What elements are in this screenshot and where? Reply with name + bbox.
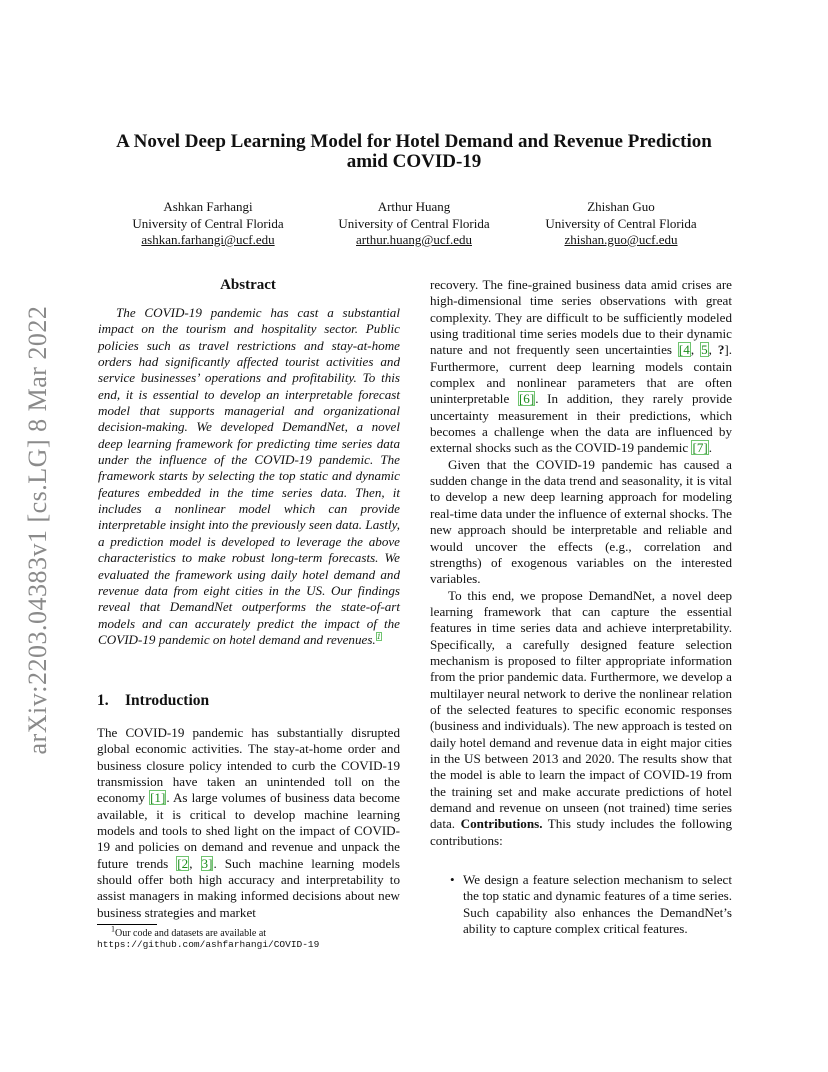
citation-unresolved: ? — [717, 342, 725, 358]
citation-link[interactable]: [1] — [150, 790, 166, 806]
author-email[interactable]: zhishan.guo@ucf.edu — [564, 232, 678, 247]
paper-title — [90, 132, 738, 172]
citation-link[interactable]: [6] — [518, 391, 535, 407]
introduction-paragraph: The COVID-19 pandemic has substantially disrupted global economic activities. The stay-at-home order and business closure policy intended to curb the COVID-19 transmission have taken an unintended toll on the economy [1]. As large volumes of business data become available, it is critical to develop machine learning models and tools to shed light on the impact of COVID-19 and policies on demand and revenue and unpack the future trends [2, 3]. Such machine learning models should offer both high accuracy and interpretability to assist managers in making informed decisions about new business strategies and market — [97, 725, 401, 920]
author-block-2 — [304, 199, 524, 249]
citation-link[interactable]: [2 — [177, 855, 189, 871]
intro-text: The COVID-19 pandemic has substantially disrupted global economic activities. The stay-at-home order and business closure policy intended to curb the COVID-19 transmission have taken an unintended toll on the economy — [97, 725, 400, 806]
footnote-text: Our code and datasets are available at — [115, 928, 267, 939]
right-column — [430, 277, 732, 849]
intro-text: . Such machine learning models should offer both high accuracy and interpretability to assist managers in making informed decisions about new business strategies and market — [97, 855, 401, 920]
arxiv-identifier-sidebar — [18, 290, 58, 770]
abstract-body: The COVID-19 pandemic has cast a substantial impact on the tourism and hospitality sector. Public policies such as travel restrictions and stay-at-home orders had significantly affected tourist activities and service businesses’ operations and profitability. To this end, it is essential to develop an interpretable forecast model that supports managerial and organizational decision-making. We developed DemandNet, a novel deep learning framework for predicting time series data under the influence of the COVID-19 pandemic. The framework starts by selecting the top static and dynamic features embedded in the time series data. Then, it includes a nonlinear model which can provide interpretable insight into the previously seen data. Lastly, a prediction model is developed to leverage the above characteristics to make robust long-term forecasts. We evaluated the framework using daily hotel demand and revenue data from eight cities in the US. Our findings reveal that DemandNet outperforms the state-of-art models and can accurately predict the impact of the COVID-19 pandemic on hotel demand and revenues. — [98, 305, 400, 647]
paper-title-line2: amid COVID-19 — [346, 151, 482, 172]
abstract-text — [98, 305, 400, 648]
list-item — [450, 872, 732, 937]
list-item-text: We design a feature selection mechanism to select the top static and dynamic features of a time series. Such capability also enhances the DemandNet’s ability to capture complex critical features. — [463, 872, 732, 937]
author-name: Zhishan Guo — [587, 199, 655, 214]
bullet-icon: • — [450, 872, 455, 887]
paragraph-text: . Furthermore, current deep learning models contain complex and nonlinear parameters that are often uninterpretable — [430, 342, 733, 407]
contributions-label: Contributions. — [460, 816, 543, 832]
abstract-heading: Abstract — [220, 277, 276, 293]
author-affiliation: University of Central Florida — [132, 215, 284, 231]
citation-link[interactable]: 5 — [701, 342, 708, 358]
author-block-1 — [98, 199, 318, 249]
paragraph-text: recovery. The fine-grained business data amid crises are high-dimensional time series observations with great complexity. They are difficult to be sufficiently modeled using traditional time series models due to their dynamic nature and not frequently seen uncertainties — [430, 277, 732, 358]
section-number: 1. — [97, 692, 109, 709]
author-name: Arthur Huang — [377, 199, 451, 214]
footnote-rule — [97, 924, 157, 925]
author-email[interactable]: arthur.huang@ucf.edu — [356, 232, 472, 247]
paragraph-text: This study includes the following contributions: — [430, 816, 732, 848]
footnote-link[interactable]: 1 — [376, 631, 381, 641]
citation-link[interactable]: [4 — [678, 342, 690, 358]
paper-title-line1: A Novel Deep Learning Model for Hotel Demand and Revenue Prediction — [116, 131, 712, 152]
paragraph — [430, 588, 732, 850]
footnote-mark: 1 — [111, 924, 115, 934]
paragraph: Given that the COVID-19 pandemic has caused a sudden change in the data trend and seasonality, it is vital to develop a new deep learning approach for modeling real-time data under the influence of external shocks. The new approach should be interpretable and reliable and would uncover the effects (e.g., correlation and strengths) of exogenous variables on the interested variables. — [430, 456, 732, 587]
citation-link[interactable]: [7] — [692, 440, 708, 456]
paragraph: recovery. The fine-grained business data amid crises are high-dimensional time series observations with great complexity. They are difficult to be sufficiently modeled using traditional time series models due to their dynamic nature and not frequently seen uncertainties [4, 5, ?]. Furthermore, current deep learning models contain complex and nonlinear parameters that are often uninterpretable [6]. In addition, they rarely provide uncertainty measurement in their predictions, which becomes a challenge when the data are influenced by external shocks such as the COVID-19 pandemic [7]. — [430, 277, 733, 456]
section-title: Introduction — [125, 692, 210, 709]
citation-link[interactable]: 3] — [201, 855, 213, 871]
footnote — [97, 924, 400, 950]
arxiv-identifier: arXiv:2203.04383v1 [cs.LG] 8 Mar 2022 — [23, 305, 52, 755]
paragraph-text: To this end, we propose DemandNet, a novel deep learning framework that can capture the essential features in time series data and achieve interpretability. Specifically, a carefully designed feature selection mechanism is proposed to filter appropriate information from the prior pandemic data. Furthermore, we develop a multilayer neural network to derive the nonlinear relation of the selected features to specific economic responses (business and individuals). The new approach is tested on daily hotel demand and revenue data in eight major cities in the US between 2013 and 2020. The results show that the model is able to learn the impact of COVID-19 from the training set and make accurate predictions of hotel demand and revenue on unseen (not trained) time series data. — [430, 587, 732, 832]
author-affiliation: University of Central Florida — [545, 215, 697, 231]
footnote-url[interactable]: https://github.com/ashfarhangi/COVID-19 — [97, 939, 320, 950]
author-affiliation: University of Central Florida — [338, 215, 490, 231]
paragraph-text: . In addition, they rarely provide uncertainty measurement in their predictions, which becomes a challenge when the data are influenced by external shocks such as the COVID-19 pandemic — [430, 391, 733, 456]
intro-text: . As large volumes of business data become available, it is critical to develop machine learning models and tools to shed light on the impact of COVID-19 and policies on demand and revenue and unpack the future trends — [97, 790, 400, 871]
author-block-3 — [511, 199, 731, 249]
author-email[interactable]: ashkan.farhangi@ucf.edu — [141, 232, 275, 247]
author-name: Ashkan Farhangi — [163, 199, 253, 214]
section-heading-introduction — [97, 692, 209, 710]
